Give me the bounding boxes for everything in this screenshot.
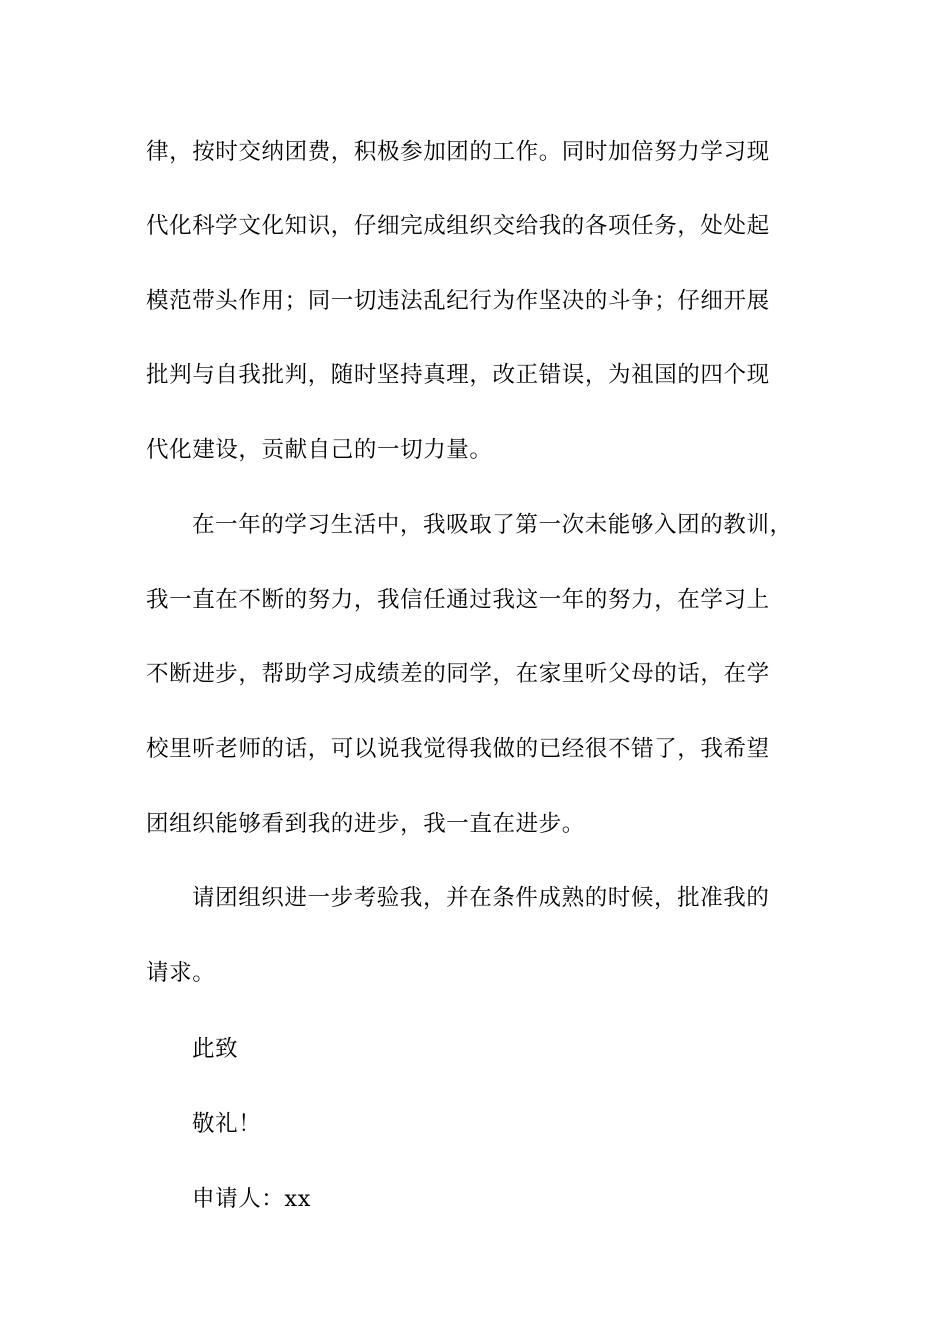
closing-line: 此致 <box>192 1036 239 1062</box>
text-line: 不断进步，帮助学习成绩差的同学，在家里听父母的话，在学 <box>146 661 770 687</box>
text-line: 团组织能够看到我的进步，我一直在进步。 <box>146 811 585 837</box>
salute-line: 敬礼！ <box>192 1111 262 1137</box>
text-line: 校里听老师的话，可以说我觉得我做的已经很不错了，我希望 <box>146 736 770 762</box>
text-line: 请求。 <box>146 960 216 986</box>
text-line: 批判与自我批判，随时坚持真理，改正错误，为祖国的四个现 <box>146 362 770 388</box>
text-line: 代化科学文化知识，仔细完成组织交给我的各项任务，处处起 <box>146 213 770 239</box>
text-line: 我一直在不断的努力，我信任通过我这一年的努力，在学习上 <box>146 587 770 613</box>
text-line: 模范带头作用；同一切违法乱纪行为作坚决的斗争；仔细开展 <box>146 288 770 314</box>
text-line: 代化建设，贡献自己的一切力量。 <box>146 437 493 463</box>
text-line: 律，按时交纳团费，积极参加团的工作。同时加倍努力学习现 <box>146 139 770 165</box>
applicant-line: 申请人：xx <box>192 1186 311 1212</box>
text-line: 在一年的学习生活中，我吸取了第一次未能够入团的教训， <box>192 512 793 538</box>
text-line: 请团组织进一步考验我，并在条件成熟的时候，批准我的 <box>192 885 770 911</box>
